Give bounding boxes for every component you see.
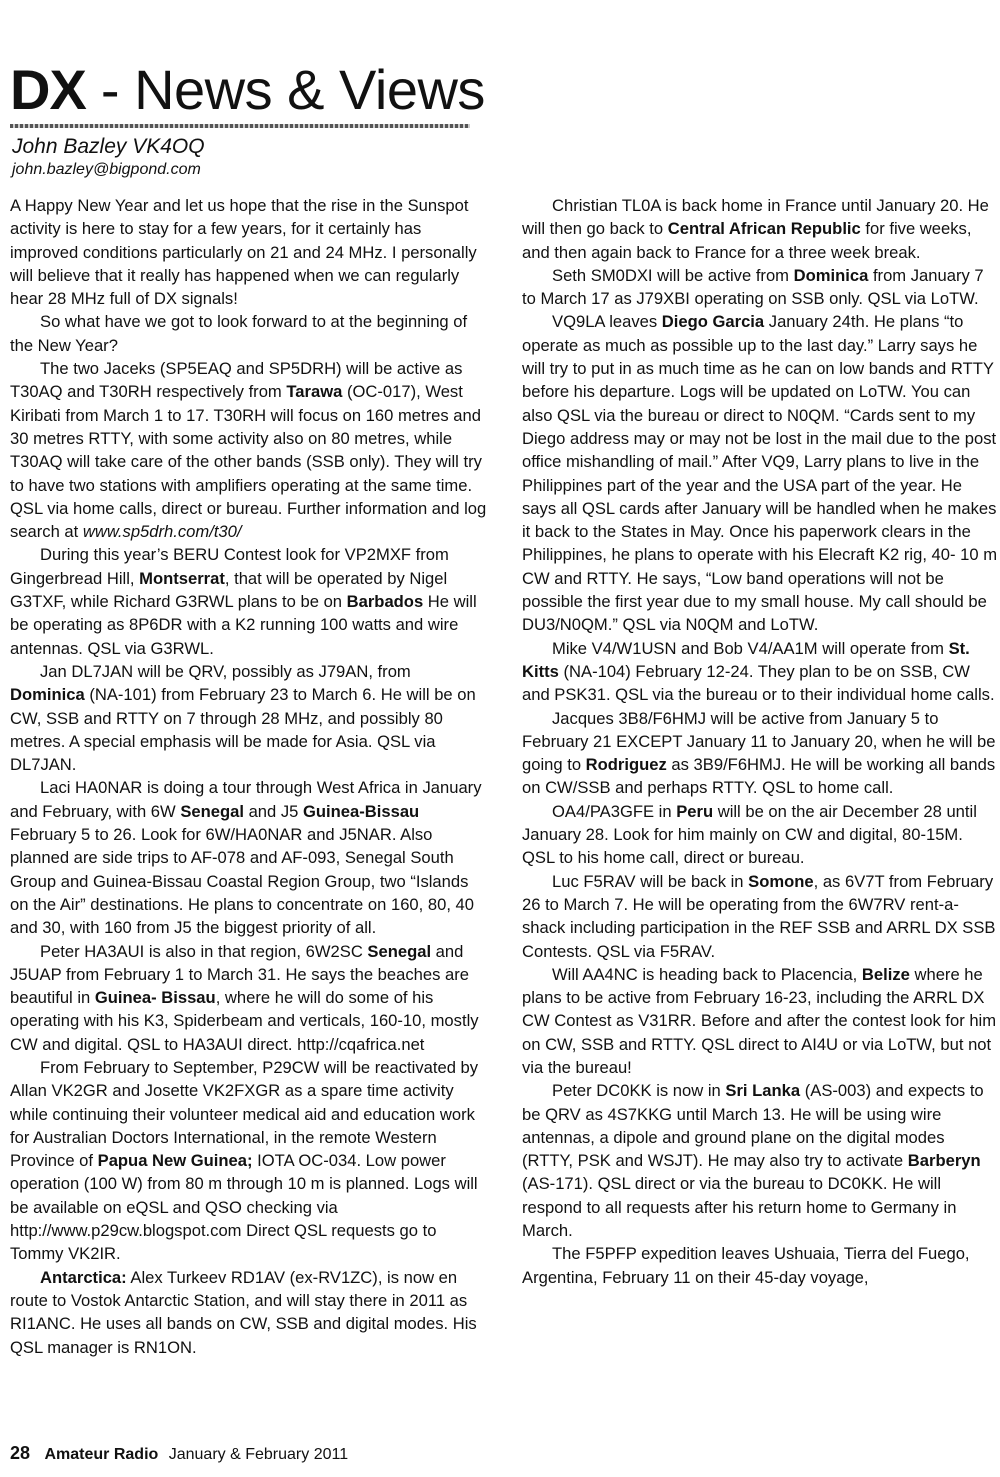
text-run: OA4/PA3GFE in [552,801,677,821]
web-link: www.sp5drh.com/t30/ [82,522,242,542]
bold-place-name: Guinea- Bissau [94,988,216,1008]
paragraph [10,1056,488,1266]
text-run: Mike V4/W1USN and Bob V4/AA1M will operate from [552,638,949,658]
paragraph [522,1079,1000,1242]
text-run: During this year’s BERU Contest look for VP2MXF from Gingerbread Hill, [10,545,449,588]
article-title [10,58,485,122]
text-run: (OC-017), West Kiribati from March 1 to 17. T30RH will focus on 160 metres and 30 metres RTTY, with some activity also on 80 metres, while T30AQ will take care of the other bands (SSB only). They will try to have two stations with amplifiers operating at the same time. QSL via home calls, direct or bureau. Further information and log search at [10,382,487,542]
text-run: (AS-171). QSL direct or via the bureau to DC0KK. He will respond to all requests after his return home to Germany in March. [522,1174,957,1241]
bold-place-name: Central African Republic [667,219,861,239]
text-run: (AS-003) and expects to be QRV as 4S7KKG until March 13. He will be using wire antennas, a dipole and ground plane on the digital modes (RTTY, PSK and WSJT). He may also try to activate [522,1081,984,1171]
page-number: 28 [10,1443,31,1463]
author-name: John Bazley VK4OQ [12,135,205,158]
paragraph [10,194,488,310]
magazine-name: Amateur Radio [44,1446,159,1463]
bold-place-name: Dominica [10,685,85,705]
text-run: where he plans to be active from February 16-23, including the ARRL DX CW Contest as V31RR. Before and after the contest look for him on CW, SSB and RTTY. QSL direct to AI4U or via LoTW, but not via the bureau! [522,964,997,1077]
paragraph [522,310,1000,636]
text-run: A Happy New Year and let us hope that the rise in the Sunspot activity is here to stay for a few years, for it certainly has improved conditions particularly on 21 and 24 MHz. I personally will believe that it really has happened when we can regularly hear 28 MHz full of DX signals! [10,196,477,309]
paragraph [522,1242,1000,1289]
text-run: Peter HA3AUI is also in that region, 6W2SC [40,941,368,961]
text-run: from January 7 to March 17 as J79XBI operating on SSB only. QSL via LoTW. [522,265,984,309]
text-run: for five weeks, and then again back to France for a three week break. [522,219,972,262]
bold-place-name: Antarctica: [40,1267,127,1287]
text-run: (NA-104) February 12-24. They plan to be on SSB, CW and PSK31. QSL via the bureau or to their individual home calls. [522,661,995,705]
text-run: Peter DC0KK is now in [552,1081,726,1101]
text-run: The F5PFP expedition leaves Ushuaia, Tierra del Fuego, Argentina, February 11 on their 45-day voyage, [522,1244,970,1287]
text-run: , that will be operated by Nigel G3TXF, while Richard G3RWL plans to be on [10,568,448,612]
paragraph [10,1266,488,1359]
paragraph [522,870,1000,963]
paragraph [10,660,488,776]
bold-place-name: Sri Lanka [725,1081,801,1101]
issue-date: January & February 2011 [168,1446,349,1463]
text-run: will be on the air December 28 until January 28. Look for him mainly on CW and digital, 80-15M. QSL to his home call, direct or bureau. [522,801,977,868]
paragraph [522,963,1000,1079]
text-run: The two Jaceks (SP5EAQ and SP5DRH) will be active as T30AQ and T30RH respectively from [10,359,463,402]
text-run: (NA-101) from February 23 to March 6. He will be on CW, SSB and RTTY on 7 through 28 MHz, and possibly 80 metres. A special emphasis will be made for Asia. QSL via DL7JAN. [10,685,476,775]
paragraph [10,543,488,659]
bold-place-name: Belize [861,964,910,984]
text-run: and J5UAP from February 1 to March 31. He says the beaches are beautiful in [10,941,470,1008]
title-rest: - News & Views [85,58,485,121]
text-run: Jan DL7JAN will be QRV, possibly as J79AN, from [40,661,411,681]
bold-place-name: Senegal [180,801,244,821]
paragraph [10,310,488,357]
text-run: Alex Turkeev RD1AV (ex-RV1ZC), is now en route to Vostok Antarctic Station, and will stay there in 2011 as RI1ANC. He uses all bands on CW, SSB and digital modes. His QSL manager is RN1ON. [10,1267,477,1357]
text-run: VQ9LA leaves [552,312,662,332]
author-email: john.bazley@bigpond.com [12,161,201,178]
text-run: Christian TL0A is back home in France until January 20. He will then go back to [522,196,989,239]
paragraph [10,940,488,1056]
paragraph [10,776,488,939]
paragraph [522,707,1000,800]
bold-place-name: Peru [676,801,714,821]
bold-place-name: Barberyn [907,1151,981,1171]
bold-place-name: Guinea-Bissau [303,801,420,821]
bold-place-name: Rodriguez [585,755,667,775]
text-run: Will AA4NC is heading back to Placencia, [552,964,862,984]
bold-place-name: Montserrat [139,568,225,588]
bold-place-name: Somone [748,871,814,891]
text-run: as 3B9/F6HMJ. He will be working all bands on CW/SSB and perhaps RTTY. QSL to home call. [522,755,996,798]
bold-place-name: Barbados [346,592,424,612]
bold-place-name: Dominica [793,265,869,285]
bold-place-name: Senegal [367,941,432,961]
title-dx: DX [10,58,86,121]
bold-place-name: St. Kitts [522,638,970,681]
bold-place-name: Papua New Guinea; [97,1151,253,1171]
title-underline [10,124,470,128]
text-run: and J5 [243,801,303,821]
text-run: February 5 to 26. Look for 6W/HA0NAR and J5NAR. Also planned are side trips to AF-078 and AF-093, Senegal South Group and Guinea-Bissau Coastal Region Group, two “Islands on the Air” destinations. He plans to concentrate on 160, 80, 40 and 30, with 160 from J5 the biggest priority of all. [10,825,475,938]
page-footer [10,1442,348,1466]
bold-place-name: Tarawa [286,382,343,402]
text-run: , where he will do some of his operating with his K3, Spiderbeam and verticals, 160-10, mostly CW and digital. QSL to HA3AUI direct. http://cqafrica.net [10,988,479,1054]
text-run: So what have we got to look forward to at the beginning of the New Year? [10,312,468,355]
bold-place-name: Diego Garcia [661,312,765,332]
paragraph [522,800,1000,870]
text-run: IOTA OC-034. Low power operation (100 W) from 80 m through 10 m is planned. Logs will be available on eQSL and QSO checking via http://www.p29cw.blogspot.com Direct QSL requests go to Tommy VK2IR. [10,1151,478,1264]
text-run: Seth SM0DXI will be active from [552,265,794,285]
text-run: From February to September, P29CW will be reactivated by Allan VK2GR and Josette VK2FXGR as a spare time activity while continuing their volunteer medical aid and education work for Australian Doctors International, in the remote Western Province of [10,1057,479,1171]
text-run: Jacques 3B8/F6HMJ will be active from January 5 to February 21 EXCEPT January 11 to January 20, when he will be going to [522,708,996,775]
paragraph [522,264,1000,311]
text-run: Luc F5RAV will be back in [552,871,749,891]
paragraph [522,637,1000,707]
right-column [522,194,1000,1289]
text-run: He will be operating as 8P6DR with a K2 running 100 watts and wire antennas. QSL via G3RWL. [10,592,477,658]
paragraph [522,194,1000,264]
paragraph [10,357,488,543]
text-run: , as 6V7T from February 26 to March 7. He will be operating from the 6W7RV rent-a- shack including participation in the REF SSB and ARRL DX SSB Contests. QSL via F5RAV. [522,871,996,961]
left-column [10,194,488,1359]
text-run: January 24th. He plans “to operate as much as possible up to the last day.” Larry says he will try to put in as much time as he can on low bands and RTTY before his departure. Logs will be updated on LoTW. You can also QSL via the bureau or direct to N0QM. “Cards sent to my Diego address may or may not be lost in the mail due to the post office mishandling of mail.” After VQ9, Larry plans to live in the Philippines part of the year and the USA part of the year. He says all QSL cards after January will be handled when he makes it back to the States in May. Once his paperwork clears in the Philippines, he plans to operate with his Elecraft K2 rig, 40- 10 m CW and RTTY. He says, “Low band operations will not be possible the first year due to my small house. My call should be DU3/N0QM.” QSL via N0QM and LoTW. [522,312,998,635]
text-run: Laci HA0NAR is doing a tour through West Africa in January and February, with 6W [10,778,482,821]
